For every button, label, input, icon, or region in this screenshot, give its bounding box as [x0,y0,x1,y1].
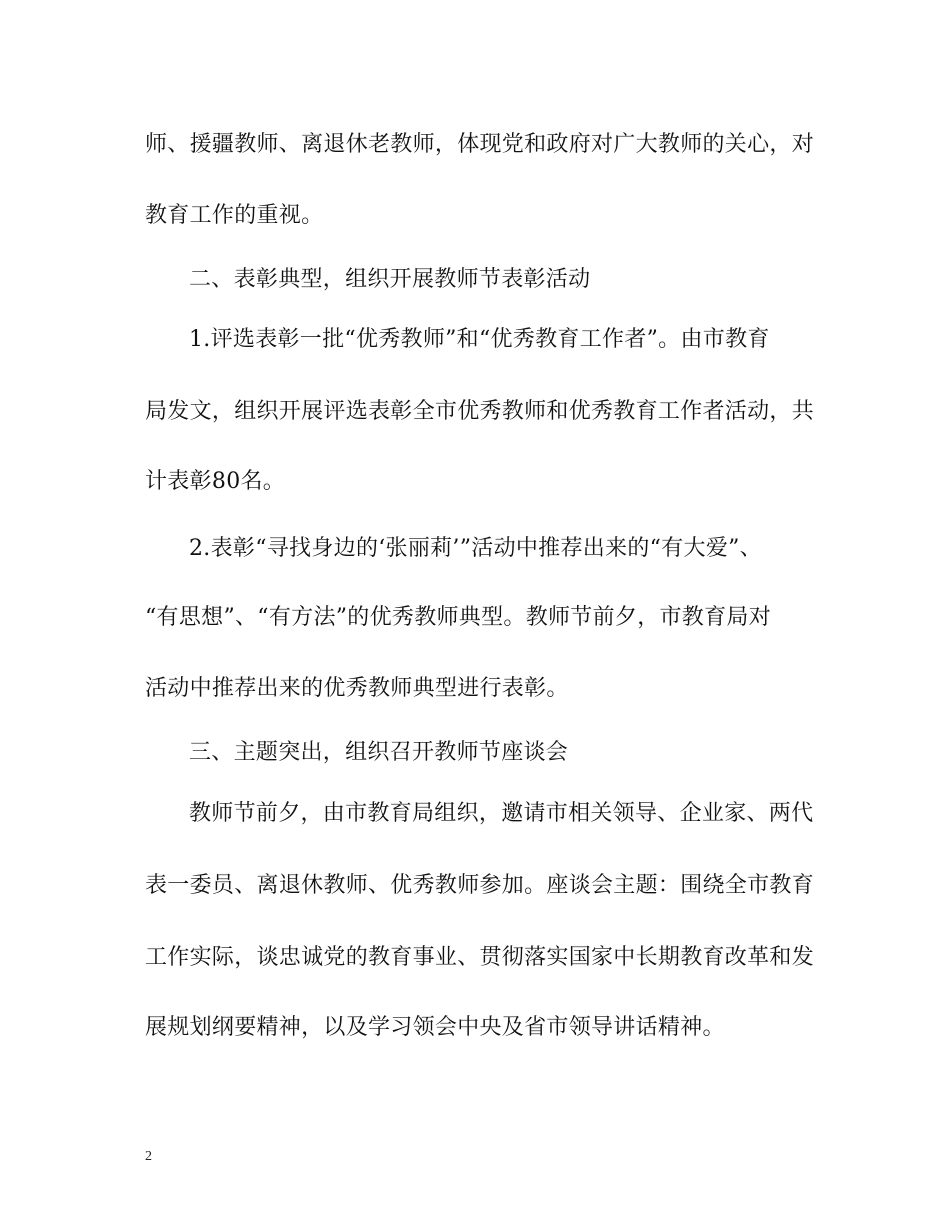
page-number: 2 [145,1149,152,1164]
body-text-line: 教育工作的重视。 [145,203,324,228]
body-text-line: 工作实际，谈忠诚党的教育事业、贯彻落实国家中长期教育改革和发 [145,945,815,970]
section-heading: 三、主题突出，组织召开教师节座谈会 [189,740,569,765]
body-text-line: 展规划纲要精神，以及学习领会中央及省市领导讲话精神。 [145,1015,725,1040]
body-text-line: 1.评选表彰一批“优秀教师”和“优秀教育工作者”。由市教育 [189,327,770,352]
body-text-line: 教师节前夕，由市教育局组织，邀请市相关领导、企业家、两代 [189,801,814,826]
body-text-line: “有思想”、“有方法”的优秀教师典型。教师节前夕，市教育局对 [145,605,771,630]
body-text-line: 局发文，组织开展评选表彰全市优秀教师和优秀教育工作者活动，共 [145,399,815,424]
body-text-line: 表一委员、离退休教师、优秀教师参加。座谈会主题：围绕全市教育 [145,873,815,898]
body-text-line: 计表彰80名。 [145,469,286,494]
body-text-line: 2.表彰“寻找身边的‘张丽莉’”活动中推荐出来的“有大爱”、 [189,536,762,561]
body-text-line: 师、援疆教师、离退休老教师，体现党和政府对广大教师的关心，对 [145,132,815,157]
section-heading: 二、表彰典型，组织开展教师节表彰活动 [189,267,591,292]
body-text-line: 活动中推荐出来的优秀教师典型进行表彰。 [145,676,569,701]
